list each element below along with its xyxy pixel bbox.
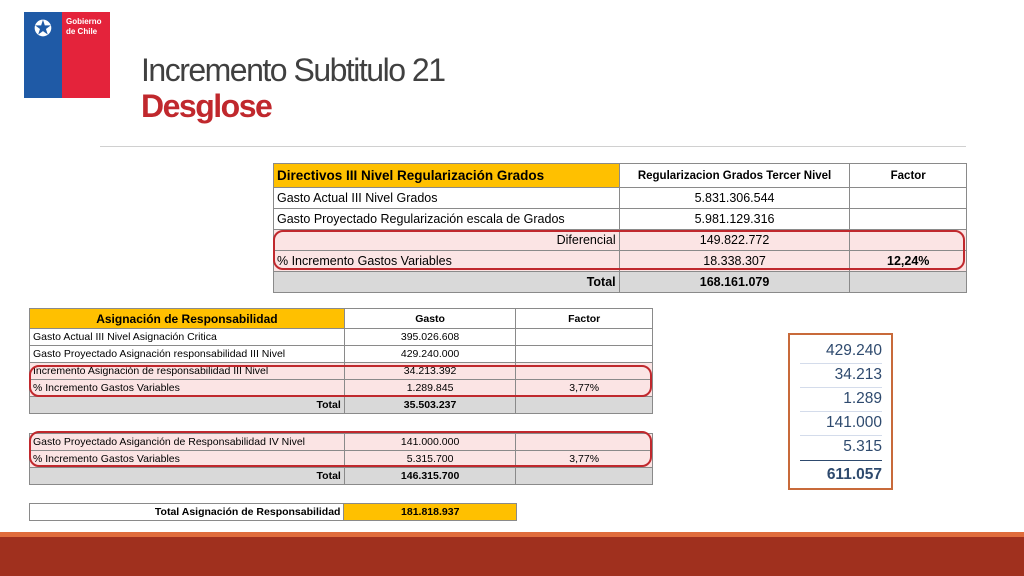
table-row [274, 209, 967, 230]
row-label: Gasto Actual III Nivel Grados [274, 188, 620, 209]
row-label: % Incremento Gastos Variables [30, 380, 345, 397]
total-label: Total [30, 397, 345, 414]
total-factor [516, 397, 653, 414]
summary-value: 429.240 [800, 339, 882, 364]
highlight-oval [29, 431, 652, 467]
row-label: Gasto Proyectado Asignación responsabilidad III Nivel [30, 346, 345, 363]
header-cell: Directivos III Nivel Regularización Grados [274, 164, 620, 188]
row-value: 395.026.608 [344, 329, 516, 346]
row-factor [850, 209, 967, 230]
row-label: Gasto Actual III Nivel Asignación Critica [30, 329, 345, 346]
summary-value: 141.000 [800, 411, 882, 436]
grand-total-table [29, 503, 517, 521]
total-factor [850, 272, 967, 293]
table-row [30, 329, 653, 346]
table-header-row [30, 309, 653, 329]
header-cell: Factor [516, 309, 653, 329]
table-row [274, 188, 967, 209]
row-factor [850, 188, 967, 209]
row-value: 34.213.392 [344, 363, 516, 380]
logo-line-2: de Chile [66, 27, 98, 36]
gobierno-de-chile-logo [24, 12, 110, 98]
grand-total-label: Total Asignación de Responsabilidad [30, 504, 344, 521]
title-divider [100, 146, 966, 147]
summary-value: 5.315 [843, 438, 882, 455]
summary-box [788, 333, 893, 490]
total-factor [516, 468, 653, 485]
total-value: 168.161.079 [619, 272, 850, 293]
total-row [30, 468, 653, 485]
table-row [30, 346, 653, 363]
header-cell: Factor [850, 164, 967, 188]
header-cell: Regularizacion Grados Tercer Nivel [619, 164, 850, 188]
row-label: Incremento Asignación de responsabilidad III Nivel [30, 363, 345, 380]
row-value: 429.240.000 [344, 346, 516, 363]
row-factor [516, 346, 653, 363]
page-title: Incremento Subtitulo 21 [141, 52, 445, 88]
total-label: Total [274, 272, 620, 293]
summary-value: 1.289 [800, 387, 882, 412]
row-label: % Incremento Gastos Variables [274, 251, 620, 272]
row-value: 5.315.700 [344, 451, 516, 468]
highlight-oval [273, 230, 965, 270]
logo-blue-panel [24, 12, 62, 98]
asignacion-table [29, 308, 653, 414]
logo-line-1: Gobierno [66, 17, 102, 26]
row-value: 5.981.129.316 [619, 209, 850, 230]
row-label: % Incremento Gastos Variables [30, 451, 345, 468]
summary-total: 611.057 [826, 466, 882, 483]
total-label: Total [30, 468, 345, 485]
header-cell: Asignación de Responsabilidad [30, 309, 345, 329]
row-value: 1.289.845 [344, 380, 516, 397]
total-row [274, 272, 967, 293]
row-label: Gasto Proyectado Asiganción de Responsabilidad IV Nivel [30, 434, 345, 451]
row-factor: 3,77% [516, 451, 653, 468]
total-row [30, 397, 653, 414]
summary-value: 34.213 [800, 363, 882, 388]
header-cell: Gasto [344, 309, 516, 329]
coat-of-arms-icon: ✪ [33, 16, 53, 41]
row-value: 149.822.772 [619, 230, 850, 251]
table-header-row [274, 164, 967, 188]
row-label: Diferencial [274, 230, 620, 251]
row-factor: 3,77% [516, 380, 653, 397]
grand-total-value: 181.818.937 [344, 504, 517, 521]
summary-sum-line [800, 460, 882, 461]
row-value: 18.338.307 [619, 251, 850, 272]
total-value: 35.503.237 [344, 397, 516, 414]
row-factor [516, 329, 653, 346]
highlight-oval [29, 365, 652, 397]
page-subtitle: Desglose [141, 88, 272, 124]
logo-text [66, 17, 102, 37]
grand-total-row [30, 504, 517, 521]
row-value: 5.831.306.544 [619, 188, 850, 209]
footer-bar [0, 537, 1024, 576]
row-factor: 12,24% [850, 251, 967, 272]
row-value: 141.000.000 [344, 434, 516, 451]
total-value: 146.315.700 [344, 468, 516, 485]
directivos-table [273, 163, 967, 293]
row-label: Gasto Proyectado Regularización escala de Grados [274, 209, 620, 230]
